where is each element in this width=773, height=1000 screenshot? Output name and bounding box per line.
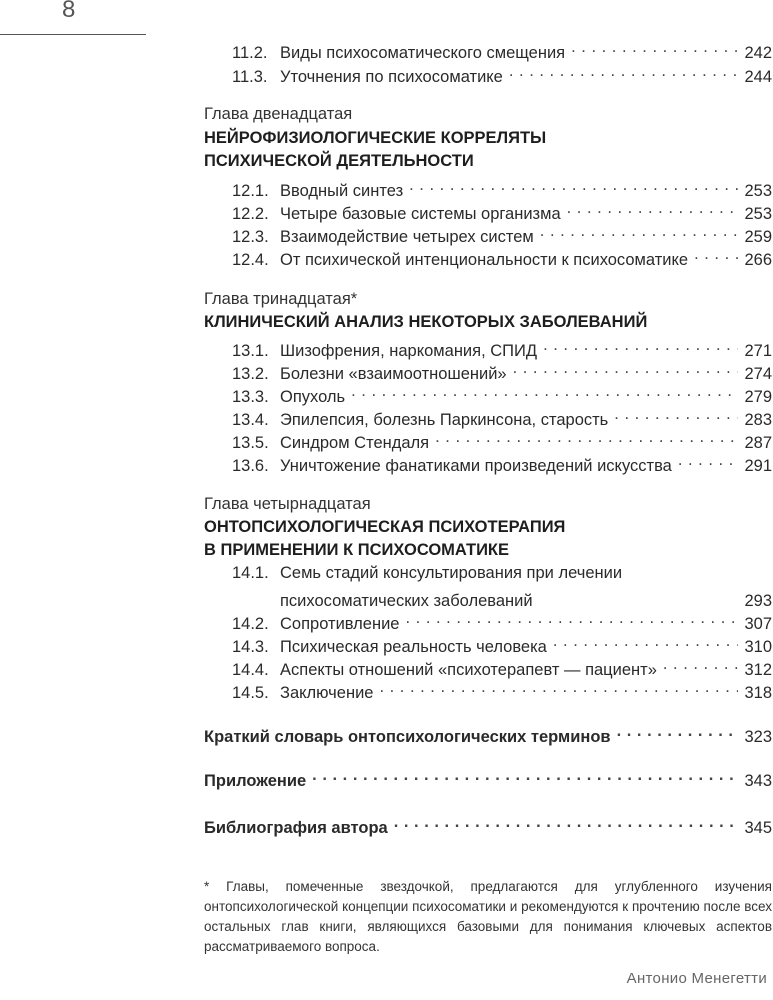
chapter-label: Глава тринадцатая* (204, 290, 358, 308)
dot-leader (539, 584, 739, 606)
dot-leader (540, 220, 739, 242)
dot-leader (435, 426, 738, 448)
toc-entry[interactable]: 14.4. Аспекты отношений «психотерапевт — пациент» . . . 312 (232, 653, 772, 681)
chapter-title: КЛИНИЧЕСКИЙ АНАЛИЗ НЕКОТОРЫХ ЗАБОЛЕВАНИЙ (204, 313, 648, 331)
chapter-title: ПСИХИЧЕСКОЙ ДЕЯТЕЛЬНОСТИ (204, 152, 474, 170)
dot-leader (394, 811, 739, 833)
toc-entry[interactable]: 13.2. Болезни «взаимоотношений» . . . 274 (232, 357, 772, 385)
toc-entry[interactable]: 11.2. Виды психосоматического смещения . . . 242 (232, 36, 772, 64)
dot-leader (379, 676, 738, 698)
dot-leader (663, 653, 739, 675)
toc-entry-glossary[interactable]: Краткий словарь онтопсихологических терминов . . . 323 (204, 720, 772, 748)
toc-entry[interactable]: 12.2. Четыре базовые системы организма . . . 253 (232, 197, 772, 225)
dot-leader (553, 630, 739, 652)
chapter-label: Глава двенадцатая (204, 105, 353, 123)
dot-leader (513, 357, 739, 379)
author-footer: Антонио Менегетти (626, 970, 767, 987)
dot-leader (678, 449, 739, 471)
dot-leader (571, 36, 738, 58)
page-number: 8 (62, 0, 76, 23)
toc-entry[interactable]: 13.6. Уничтожение фанатиками произведений искусства . . . 291 (232, 449, 772, 477)
dot-leader (543, 334, 738, 356)
toc-entry[interactable]: 13.4. Эпилепсия, болезнь Паркинсона, старость . . . 283 (232, 403, 772, 431)
footnote: * Главы, помеченные звездочкой, предлагаются для углубленного изучения онтопсихологической концепции психосоматики и рекомендуются к прочтению после всех остальных глав книги, являющихся базовыми для понимания ключевых аспектов рассматриваемого вопроса. (204, 879, 772, 954)
toc-entry[interactable]: 14.2. Сопротивление . . . 307 (232, 607, 772, 635)
chapter-title: НЕЙРОФИЗИОЛОГИЧЕСКИЕ КОРРЕЛЯТЫ (204, 129, 547, 147)
chapter-title: ОНТОПСИХОЛОГИЧЕСКАЯ ПСИХОТЕРАПИЯ (204, 518, 566, 536)
chapter-title: В ПРИМЕНЕНИИ К ПСИХОСОМАТИКЕ (204, 541, 510, 559)
toc-entry-multiline[interactable]: 14.1. Семь стадий консультирования при лечении психосоматических заболеваний 293 (232, 564, 772, 610)
toc-entry[interactable]: 13.1. Шизофрения, наркомания, СПИД . . . 271 (232, 334, 772, 362)
dot-leader (694, 243, 738, 265)
chapter-label: Глава четырнадцатая (204, 495, 371, 513)
toc-entry-bibliography[interactable]: Библиография автора . . . 345 (204, 811, 772, 839)
dot-leader (312, 764, 738, 786)
dot-leader (351, 380, 738, 402)
dot-leader (567, 197, 739, 219)
dot-leader (617, 720, 739, 742)
dot-leader (509, 60, 739, 82)
top-rule (0, 34, 146, 35)
dot-leader (409, 174, 738, 196)
toc-entry[interactable]: 13.3. Опухоль . . . 279 (232, 380, 772, 408)
dot-leader (614, 403, 738, 425)
toc-entry-appendix[interactable]: Приложение . . . 343 (204, 764, 772, 792)
toc-entry[interactable]: 12.1. Вводный синтез . . . 253 (232, 174, 772, 202)
toc-entry[interactable]: 12.4. От психической интенциональности к психосоматике . . . 266 (232, 243, 772, 271)
toc-entry[interactable]: 12.3. Взаимодействие четырех систем . . . 259 (232, 220, 772, 248)
dot-leader (406, 607, 739, 629)
toc-entry[interactable]: 13.5. Синдром Стендаля . . . 287 (232, 426, 772, 454)
toc-entry[interactable]: 11.3. Уточнения по психосоматике . . . 244 (232, 60, 772, 88)
toc-entry[interactable]: 14.3. Психическая реальность человека . . . 310 (232, 630, 772, 658)
toc-entry[interactable]: 14.5. Заключение . . . 318 (232, 676, 772, 704)
